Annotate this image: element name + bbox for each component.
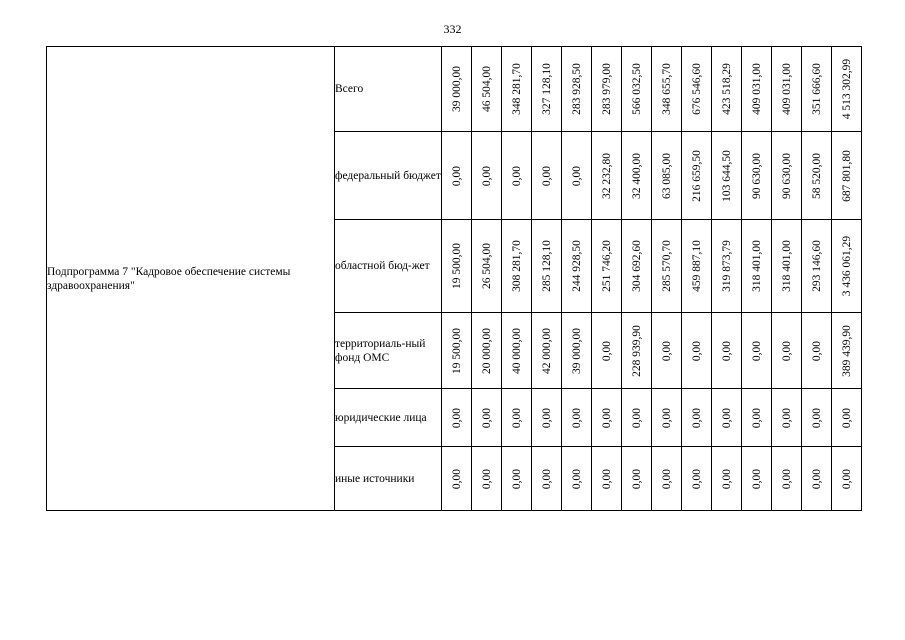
value-cell — [622, 447, 652, 511]
value-text: 0,00 — [810, 340, 823, 361]
value-cell — [442, 313, 472, 389]
value-cell — [772, 447, 802, 511]
value-cell — [592, 220, 622, 313]
value-text: 285 570,70 — [660, 240, 673, 292]
value-text: 308 281,70 — [510, 240, 523, 292]
value-text: 0,00 — [570, 165, 583, 186]
value-cell — [502, 220, 532, 313]
value-cell — [652, 132, 682, 220]
value-cell — [652, 47, 682, 132]
value-text: 283 928,50 — [570, 63, 583, 115]
value-text: 327 128,10 — [540, 63, 553, 115]
value-cell — [682, 447, 712, 511]
value-text: 0,00 — [450, 468, 463, 489]
value-text: 0,00 — [480, 407, 493, 428]
page-number: 332 — [443, 22, 462, 36]
value-cell — [652, 389, 682, 447]
value-cell — [802, 47, 832, 132]
value-text: 228 939,90 — [630, 324, 643, 377]
value-cell — [802, 313, 832, 389]
value-text: 676 546,60 — [690, 63, 703, 115]
value-cell — [622, 389, 652, 447]
value-text: 0,00 — [540, 468, 553, 489]
value-cell — [562, 47, 592, 132]
value-text: 32 232,80 — [600, 152, 613, 199]
value-text: 0,00 — [780, 468, 793, 489]
value-cell — [652, 447, 682, 511]
value-cell — [472, 447, 502, 511]
value-text: 0,00 — [840, 407, 853, 428]
value-cell — [682, 220, 712, 313]
row-total — [47, 47, 862, 132]
value-text: 0,00 — [810, 468, 823, 489]
value-text: 58 520,00 — [810, 152, 823, 199]
value-text: 319 873,79 — [720, 240, 733, 292]
value-text: 103 644,50 — [720, 149, 733, 202]
source-label: областной бюд-жет — [335, 220, 442, 313]
value-text: 0,00 — [750, 407, 763, 428]
value-cell — [802, 389, 832, 447]
value-text: 0,00 — [510, 468, 523, 489]
value-text: 0,00 — [510, 165, 523, 186]
value-text: 0,00 — [600, 407, 613, 428]
value-cell — [592, 447, 622, 511]
source-label: иные источники — [335, 447, 442, 511]
program-title: Подпрограмма 7 "Кадровое обеспечение системы здравоохранения" — [47, 47, 335, 511]
value-cell — [712, 47, 742, 132]
value-text: 0,00 — [690, 407, 703, 428]
value-cell — [832, 389, 862, 447]
value-cell — [592, 132, 622, 220]
value-cell — [502, 447, 532, 511]
value-text: 19 500,00 — [450, 327, 463, 374]
value-text: 687 801,80 — [840, 149, 853, 202]
value-text: 0,00 — [630, 468, 643, 489]
value-cell — [592, 389, 622, 447]
value-cell — [592, 47, 622, 132]
value-cell — [502, 389, 532, 447]
value-cell — [682, 313, 712, 389]
value-text: 0,00 — [660, 468, 673, 489]
value-cell — [712, 132, 742, 220]
value-text: 283 979,00 — [600, 63, 613, 115]
value-cell — [772, 313, 802, 389]
value-cell — [772, 47, 802, 132]
value-cell — [742, 389, 772, 447]
value-cell — [652, 220, 682, 313]
value-cell — [472, 47, 502, 132]
value-text: 39 000,00 — [450, 66, 463, 112]
value-text: 0,00 — [720, 340, 733, 361]
value-cell — [772, 220, 802, 313]
value-text: 0,00 — [780, 340, 793, 361]
value-text: 0,00 — [480, 468, 493, 489]
value-cell — [832, 132, 862, 220]
value-text: 0,00 — [450, 165, 463, 186]
value-text: 0,00 — [750, 468, 763, 489]
value-cell — [622, 220, 652, 313]
value-cell — [532, 47, 562, 132]
value-cell — [472, 389, 502, 447]
value-text: 244 928,50 — [570, 240, 583, 292]
value-cell — [622, 47, 652, 132]
value-text: 348 281,70 — [510, 63, 523, 115]
value-text: 423 518,29 — [720, 63, 733, 115]
value-text: 389 439,90 — [840, 324, 853, 377]
value-cell — [562, 220, 592, 313]
value-cell — [532, 447, 562, 511]
value-cell — [532, 132, 562, 220]
value-text: 348 655,70 — [660, 63, 673, 115]
value-cell — [832, 313, 862, 389]
value-cell — [772, 132, 802, 220]
value-cell — [712, 313, 742, 389]
value-cell — [472, 313, 502, 389]
value-text: 0,00 — [480, 165, 493, 186]
value-cell — [682, 47, 712, 132]
value-text: 0,00 — [660, 407, 673, 428]
value-cell — [532, 389, 562, 447]
value-text: 0,00 — [570, 407, 583, 428]
value-text: 42 000,00 — [540, 327, 553, 374]
value-text: 251 746,20 — [600, 240, 613, 292]
value-text: 285 128,10 — [540, 240, 553, 292]
value-text: 409 031,00 — [750, 63, 763, 115]
value-text: 566 032,50 — [630, 63, 643, 115]
value-text: 90 630,00 — [780, 152, 793, 199]
value-text: 26 504,00 — [480, 243, 493, 289]
source-label: Всего — [335, 47, 442, 132]
value-cell — [442, 47, 472, 132]
value-text: 0,00 — [690, 340, 703, 361]
value-text: 0,00 — [720, 468, 733, 489]
value-cell — [442, 447, 472, 511]
value-cell — [802, 220, 832, 313]
value-text: 304 692,60 — [630, 240, 643, 292]
value-cell — [652, 313, 682, 389]
source-label: федеральный бюджет — [335, 132, 442, 220]
source-label: территориаль-ный фонд ОМС — [335, 313, 442, 389]
value-text: 0,00 — [570, 468, 583, 489]
value-cell — [442, 389, 472, 447]
value-cell — [832, 447, 862, 511]
value-cell — [742, 132, 772, 220]
value-cell — [682, 389, 712, 447]
value-cell — [622, 313, 652, 389]
value-cell — [712, 220, 742, 313]
value-text: 216 659,50 — [690, 149, 703, 202]
value-text: 0,00 — [750, 340, 763, 361]
value-cell — [442, 220, 472, 313]
value-text: 19 500,00 — [450, 243, 463, 289]
value-cell — [772, 389, 802, 447]
value-text: 40 000,00 — [510, 327, 523, 374]
value-text: 409 031,00 — [780, 63, 793, 115]
value-cell — [562, 132, 592, 220]
value-cell — [742, 47, 772, 132]
value-text: 39 000,00 — [570, 327, 583, 374]
value-cell — [832, 220, 862, 313]
value-text: 318 401,00 — [750, 240, 763, 292]
value-text: 0,00 — [510, 407, 523, 428]
value-text: 0,00 — [840, 468, 853, 489]
value-cell — [502, 313, 532, 389]
value-cell — [562, 447, 592, 511]
value-cell — [502, 132, 532, 220]
value-text: 0,00 — [540, 165, 553, 186]
source-label: юридические лица — [335, 389, 442, 447]
value-cell — [442, 132, 472, 220]
value-cell — [742, 447, 772, 511]
value-cell — [712, 447, 742, 511]
financing-table — [46, 46, 862, 511]
value-text: 0,00 — [630, 407, 643, 428]
value-text: 32 400,00 — [630, 152, 643, 199]
value-text: 0,00 — [600, 468, 613, 489]
value-text: 4 513 302,99 — [840, 58, 853, 120]
value-text: 63 085,00 — [660, 152, 673, 199]
value-cell — [562, 389, 592, 447]
value-cell — [472, 132, 502, 220]
value-text: 90 630,00 — [750, 152, 763, 199]
value-cell — [622, 132, 652, 220]
value-cell — [802, 132, 832, 220]
value-cell — [472, 220, 502, 313]
value-text: 0,00 — [660, 340, 673, 361]
value-cell — [712, 389, 742, 447]
value-text: 0,00 — [720, 407, 733, 428]
value-text: 0,00 — [450, 407, 463, 428]
value-text: 293 146,60 — [810, 240, 823, 292]
value-cell — [802, 447, 832, 511]
value-cell — [532, 220, 562, 313]
value-text: 46 504,00 — [480, 66, 493, 112]
value-text: 0,00 — [690, 468, 703, 489]
value-text: 351 666,60 — [810, 63, 823, 115]
value-cell — [562, 313, 592, 389]
value-cell — [682, 132, 712, 220]
value-text: 0,00 — [810, 407, 823, 428]
value-text: 3 436 061,29 — [840, 235, 853, 297]
value-text: 20 000,00 — [480, 327, 493, 374]
value-cell — [742, 313, 772, 389]
value-text: 318 401,00 — [780, 240, 793, 292]
value-text: 0,00 — [600, 340, 613, 361]
value-text: 0,00 — [780, 407, 793, 428]
value-text: 0,00 — [540, 407, 553, 428]
value-cell — [742, 220, 772, 313]
value-cell — [832, 47, 862, 132]
value-cell — [532, 313, 562, 389]
value-cell — [592, 313, 622, 389]
value-cell — [502, 47, 532, 132]
value-text: 459 887,10 — [690, 240, 703, 292]
